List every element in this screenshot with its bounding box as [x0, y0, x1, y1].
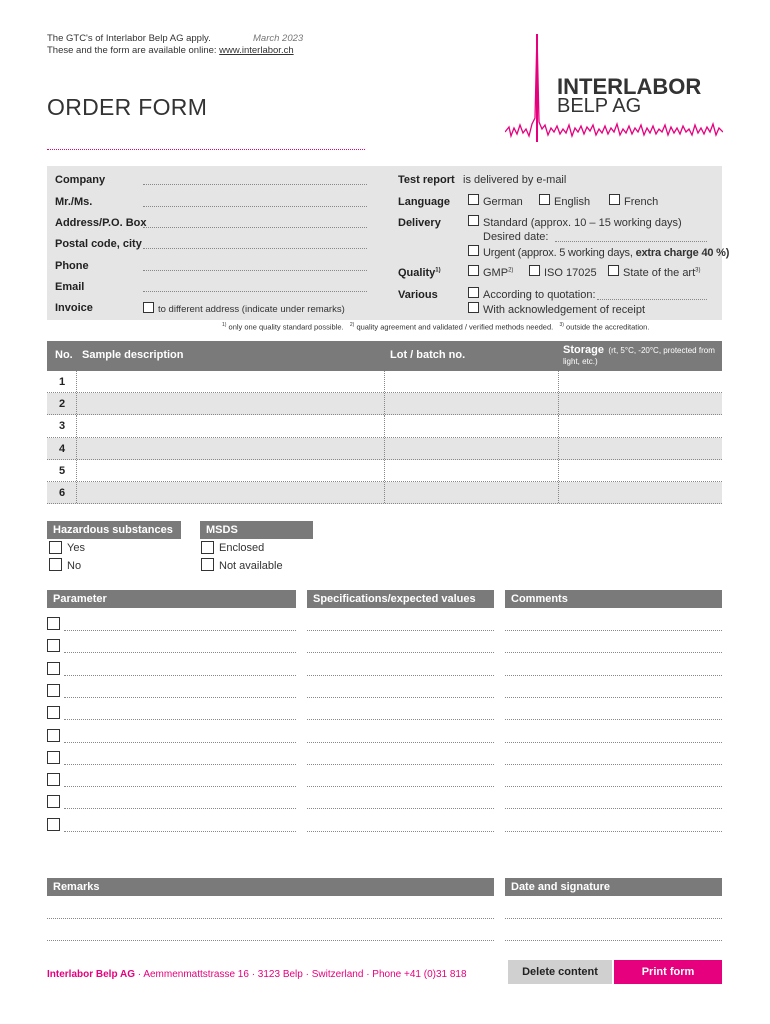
comment-line[interactable]: [505, 719, 722, 720]
lot-batch-cell[interactable]: [384, 438, 558, 459]
online-link[interactable]: www.interlabor.ch: [219, 45, 294, 56]
standard-delivery-checkbox[interactable]: [468, 215, 479, 226]
lot-batch-cell[interactable]: [384, 482, 558, 503]
iso-label: ISO 17025: [544, 267, 597, 279]
logo-line1: INTERLABOR: [557, 74, 702, 99]
sample-number: 4: [59, 442, 66, 455]
parameter-checkbox[interactable]: [47, 818, 60, 831]
comment-line[interactable]: [505, 675, 722, 676]
specifications-header: Specifications/expected values: [307, 590, 494, 608]
storage-cell[interactable]: [558, 371, 722, 392]
table-row: [47, 371, 722, 393]
hazardous-yes-label: Yes: [67, 542, 85, 554]
sample-description-cell[interactable]: [76, 393, 384, 414]
parameter-checkbox[interactable]: [47, 751, 60, 764]
storage-cell[interactable]: [558, 393, 722, 414]
storage-cell[interactable]: [558, 482, 722, 503]
address-field[interactable]: [143, 227, 367, 228]
comment-line[interactable]: [505, 742, 722, 743]
parameter-line[interactable]: [64, 764, 296, 765]
specification-line[interactable]: [307, 764, 494, 765]
parameter-checkbox[interactable]: [47, 639, 60, 652]
gmp-label: GMP$^{2)}$: [483, 267, 514, 279]
mr-ms-field[interactable]: [143, 206, 367, 207]
standard-delivery-label: Standard (approx. 10 – 15 working days): [483, 217, 682, 229]
msds-enclosed-label: Enclosed: [219, 542, 265, 554]
parameter-line[interactable]: [64, 697, 296, 698]
remarks-header: Remarks: [47, 878, 494, 896]
msds-enclosed-checkbox[interactable]: [201, 541, 214, 554]
msds-not-available-checkbox[interactable]: [201, 558, 214, 571]
language-label: Language: [398, 196, 450, 208]
delivery-label: Delivery: [398, 217, 441, 229]
specification-line[interactable]: [307, 831, 494, 832]
form-date: March 2023: [253, 33, 304, 44]
parameter-line[interactable]: [64, 630, 296, 631]
specification-line[interactable]: [307, 808, 494, 809]
desired-date-label: Desired date:: [483, 231, 549, 243]
parameter-line[interactable]: [64, 719, 296, 720]
parameter-checkbox[interactable]: [47, 729, 60, 742]
specification-line[interactable]: [307, 675, 494, 676]
comment-line[interactable]: [505, 652, 722, 653]
comment-line[interactable]: [505, 786, 722, 787]
table-row: [47, 415, 722, 437]
french-label: French: [624, 196, 659, 208]
print-form-button[interactable]: Print form: [614, 960, 722, 984]
comment-line[interactable]: [505, 630, 722, 631]
remarks-line[interactable]: [47, 918, 494, 919]
specification-line[interactable]: [307, 652, 494, 653]
postal-field[interactable]: [143, 248, 367, 249]
sample-description-cell[interactable]: [76, 460, 384, 481]
urgent-delivery-checkbox[interactable]: [468, 245, 479, 256]
parameter-checkbox[interactable]: [47, 617, 60, 630]
phone-label: Phone: [55, 260, 89, 272]
lot-batch-cell[interactable]: [384, 393, 558, 414]
col-no: No.: [55, 349, 73, 361]
sample-number: 2: [59, 398, 66, 411]
remarks-line[interactable]: [47, 940, 494, 941]
specification-line[interactable]: [307, 697, 494, 698]
sample-description-cell[interactable]: [76, 438, 384, 459]
specification-line[interactable]: [307, 742, 494, 743]
title-underline: [47, 149, 365, 150]
online-line: These and the form are available online: www.interlabor.ch: [47, 45, 294, 56]
invoice-option-text: to different address (indicate under remarks): [158, 304, 345, 315]
parameter-header: Parameter: [47, 590, 296, 608]
various-label: Various: [398, 289, 438, 301]
parameter-line[interactable]: [64, 786, 296, 787]
table-row: [47, 460, 722, 482]
hazardous-header: Hazardous substances: [47, 521, 181, 539]
state-of-art-checkbox[interactable]: [608, 265, 619, 276]
company-field[interactable]: [143, 184, 367, 185]
storage-cell[interactable]: [558, 438, 722, 459]
lot-batch-cell[interactable]: [384, 415, 558, 436]
lot-batch-cell[interactable]: [384, 460, 558, 481]
quotation-field[interactable]: [597, 299, 707, 300]
gmp-checkbox[interactable]: [468, 265, 479, 276]
storage-cell[interactable]: [558, 460, 722, 481]
page-title: ORDER FORM: [47, 94, 208, 120]
specification-line[interactable]: [307, 786, 494, 787]
comment-line[interactable]: [505, 808, 722, 809]
sample-number: 6: [59, 487, 66, 499]
parameter-line[interactable]: [64, 808, 296, 809]
sample-number: 3: [59, 420, 66, 433]
desired-date-field[interactable]: [555, 241, 707, 242]
sample-number: 5: [59, 464, 66, 477]
footer-address: Interlabor Belp AG · Aemmenmattstrasse 16 · 3123 Belp · Switzerland · Phone +41 (0)31 818: [47, 969, 467, 980]
sample-description-cell[interactable]: [76, 482, 384, 503]
parameter-line[interactable]: [64, 831, 296, 832]
sample-description-cell[interactable]: [76, 371, 384, 392]
german-label: German: [483, 196, 523, 208]
acknowledgement-checkbox[interactable]: [468, 302, 479, 313]
table-row: [47, 482, 722, 504]
test-report-value: is delivered by e-mail: [463, 174, 567, 186]
parameter-line[interactable]: [64, 652, 296, 653]
col-storage: Storage (rt, 5°C, -20°C, protected from light, etc.): [563, 344, 715, 366]
logo-line2: BELP AG: [557, 95, 642, 117]
parameter-checkbox[interactable]: [47, 662, 60, 675]
english-label: English: [554, 196, 591, 208]
col-lot-batch: Lot / batch no.: [390, 349, 466, 361]
address-label: Address/P.O. Box: [55, 217, 147, 229]
delete-content-button[interactable]: Delete content: [508, 960, 612, 984]
msds-not-available-label: Not available: [219, 560, 283, 572]
msds-header: MSDS: [200, 521, 313, 539]
table-row: [47, 438, 722, 460]
hazardous-no-label: No: [67, 560, 82, 572]
parameter-checkbox[interactable]: [47, 706, 60, 719]
postal-label: Postal code, city: [55, 238, 142, 250]
comment-line[interactable]: [505, 697, 722, 698]
specification-line[interactable]: [307, 630, 494, 631]
iso-checkbox[interactable]: [529, 265, 540, 276]
gtc-line: The GTC's of Interlabor Belp AG apply.: [47, 33, 211, 44]
quotation-label: According to quotation:: [483, 289, 596, 301]
email-label: Email: [55, 281, 85, 293]
customer-panel: [47, 166, 722, 320]
footnotes: $^{1)}$ only one quality standard possible. $^{2)}$ quality agreement and validated / verified methods needed. $^{3)}$ outside the accreditation.: [222, 322, 650, 332]
parameter-line[interactable]: [64, 742, 296, 743]
hazardous-yes-checkbox[interactable]: [49, 541, 62, 554]
urgent-delivery-label: Urgent (approx. 5 working days, extra charge 40 %): [483, 247, 730, 259]
invoice-checkbox[interactable]: [143, 302, 154, 313]
parameter-checkbox[interactable]: [47, 684, 60, 697]
quality-label: Quality$^{1)}$: [398, 267, 441, 279]
parameter-checkbox[interactable]: [47, 773, 60, 786]
comment-line[interactable]: [505, 764, 722, 765]
english-checkbox[interactable]: [539, 194, 550, 205]
email-field[interactable]: [143, 291, 367, 292]
specification-line[interactable]: [307, 719, 494, 720]
storage-cell[interactable]: [558, 415, 722, 436]
french-checkbox[interactable]: [609, 194, 620, 205]
company-label: Company: [55, 174, 106, 186]
interlabor-logo: [505, 32, 723, 150]
date-signature-line[interactable]: [505, 918, 722, 919]
phone-field[interactable]: [143, 270, 367, 271]
mr-ms-label: Mr./Ms.: [55, 196, 93, 208]
date-signature-line[interactable]: [505, 940, 722, 941]
comment-line[interactable]: [505, 831, 722, 832]
comments-header: Comments: [505, 590, 722, 608]
table-row: [47, 393, 722, 415]
parameter-checkbox[interactable]: [47, 795, 60, 808]
hazardous-no-checkbox[interactable]: [49, 558, 62, 571]
state-of-art-label: State of the art$^{3)}$: [623, 267, 701, 279]
invoice-label: Invoice: [55, 302, 93, 314]
test-report-label: Test report: [398, 174, 455, 186]
parameter-line[interactable]: [64, 675, 296, 676]
date-signature-header: Date and signature: [505, 878, 722, 896]
acknowledgement-label: With acknowledgement of receipt: [483, 304, 646, 316]
german-checkbox[interactable]: [468, 194, 479, 205]
lot-batch-cell[interactable]: [384, 371, 558, 392]
col-sample-description: Sample description: [82, 349, 184, 361]
sample-description-cell[interactable]: [76, 415, 384, 436]
quotation-checkbox[interactable]: [468, 287, 479, 298]
sample-number: 1: [59, 376, 66, 388]
